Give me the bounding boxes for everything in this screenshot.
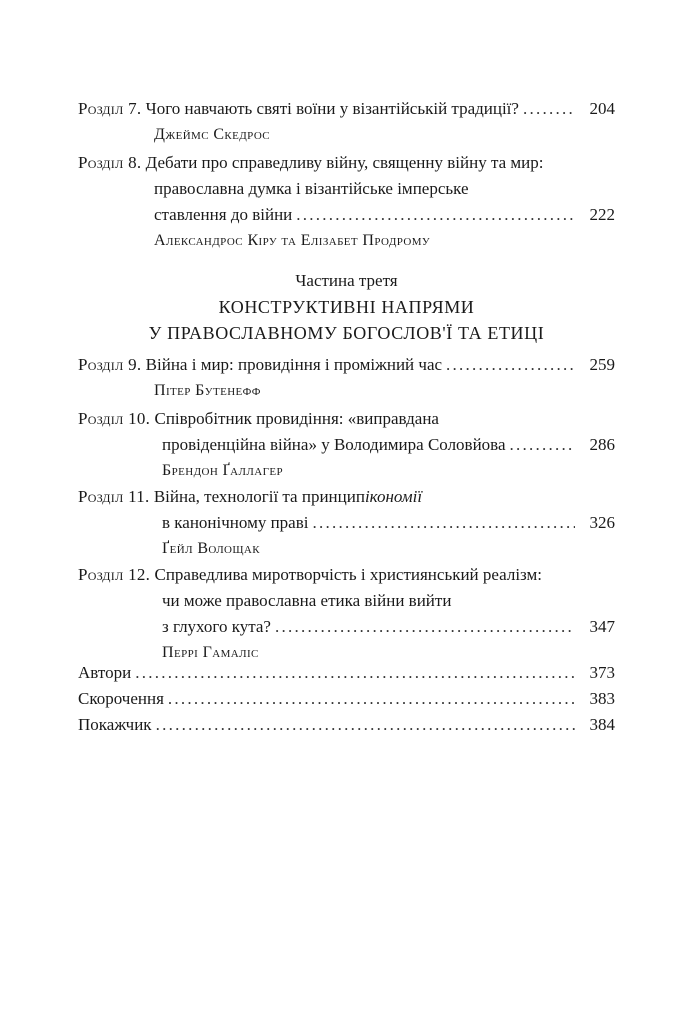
chapter-author: Перрі Гамаліс [162, 644, 259, 661]
chapter-author: Джеймс Скедрос [154, 126, 271, 143]
toc-entry-authors[interactable] [78, 660, 615, 686]
part-title-line-1: КОНСТРУКТИВНІ НАПРЯМИ [218, 297, 475, 317]
chapter-title-line: Співробітник провидіння: «виправдана [154, 409, 439, 428]
toc-entry-abbreviations[interactable] [78, 686, 615, 712]
toc-entry-index[interactable] [78, 712, 615, 738]
leader-dots [446, 352, 575, 378]
chapter-label: Розділ 7. [78, 99, 142, 118]
page-number: 347 [589, 617, 615, 636]
chapter-author: Брендон Ґаллагер [162, 462, 283, 479]
part-number: Частина третя [295, 271, 398, 290]
page-number: 373 [589, 663, 615, 682]
toc-entry-chapter-7[interactable] [78, 96, 615, 148]
leader-dots [296, 202, 575, 228]
leader-dots [312, 510, 575, 536]
part-title-line-2: У ПРАВОСЛАВНОМУ БОГОСЛОВ'Ї ТА ЕТИЦІ [148, 323, 545, 343]
toc-entry-chapter-9[interactable] [78, 352, 615, 404]
chapter-title-line: Дебати про справедливу війну, священну війну та мир: [145, 153, 544, 172]
leader-dots [510, 432, 575, 458]
page-number: 384 [589, 715, 615, 734]
chapter-title-line: провіденційна війна» у Володимира Соловйова [162, 435, 506, 454]
chapter-label: Розділ 8. [78, 153, 142, 172]
toc-entry-chapter-11[interactable] [78, 484, 615, 562]
leader-dots [135, 660, 575, 686]
page-number: 222 [589, 205, 615, 224]
leader-dots [523, 96, 575, 122]
chapter-title-italic: ікономії [364, 487, 423, 506]
chapter-title-line: Війна, технології та принцип [153, 487, 365, 506]
chapter-author: Александрос Кіру та Елізабет Продрому [154, 232, 431, 249]
leader-dots [275, 614, 575, 640]
back-matter-label: Автори [78, 663, 132, 682]
page-number: 326 [589, 513, 615, 532]
page-number: 204 [589, 99, 615, 118]
chapter-title: Війна і мир: провидіння і проміжний час [145, 355, 443, 374]
chapter-title-line: з глухого кута? [162, 617, 271, 636]
chapter-label: Розділ 9. [78, 355, 142, 374]
back-matter-label: Скорочення [78, 689, 164, 708]
toc-entry-chapter-12[interactable] [78, 562, 615, 666]
chapter-label: Розділ 10. [78, 409, 151, 428]
chapter-label: Розділ 12. [78, 565, 151, 584]
chapter-title-line: чи може православна етика війни вийти [162, 591, 452, 610]
chapter-title: Чого навчають святі воїни у візантійській традиції? [145, 99, 519, 118]
back-matter-label: Покажчик [78, 715, 152, 734]
chapter-author: Пітер Бутенефф [154, 382, 261, 399]
chapter-title-line: православна думка і візантійське імперське [154, 179, 469, 198]
chapter-title-line: ставлення до війни [154, 205, 293, 224]
chapter-title-line: Справедлива миротворчість і християнський реалізм: [154, 565, 543, 584]
page-number: 286 [589, 435, 615, 454]
toc-entry-chapter-8[interactable] [78, 150, 615, 254]
toc-entry-chapter-10[interactable] [78, 406, 615, 484]
table-of-contents [78, 0, 615, 1024]
page-number: 383 [589, 689, 615, 708]
chapter-author: Ґейл Волощак [162, 540, 260, 557]
chapter-title-line: в канонічному праві [162, 513, 309, 532]
chapter-label: Розділ 11. [78, 487, 150, 506]
leader-dots [156, 712, 575, 738]
page-number: 259 [589, 355, 615, 374]
leader-dots [168, 686, 575, 712]
